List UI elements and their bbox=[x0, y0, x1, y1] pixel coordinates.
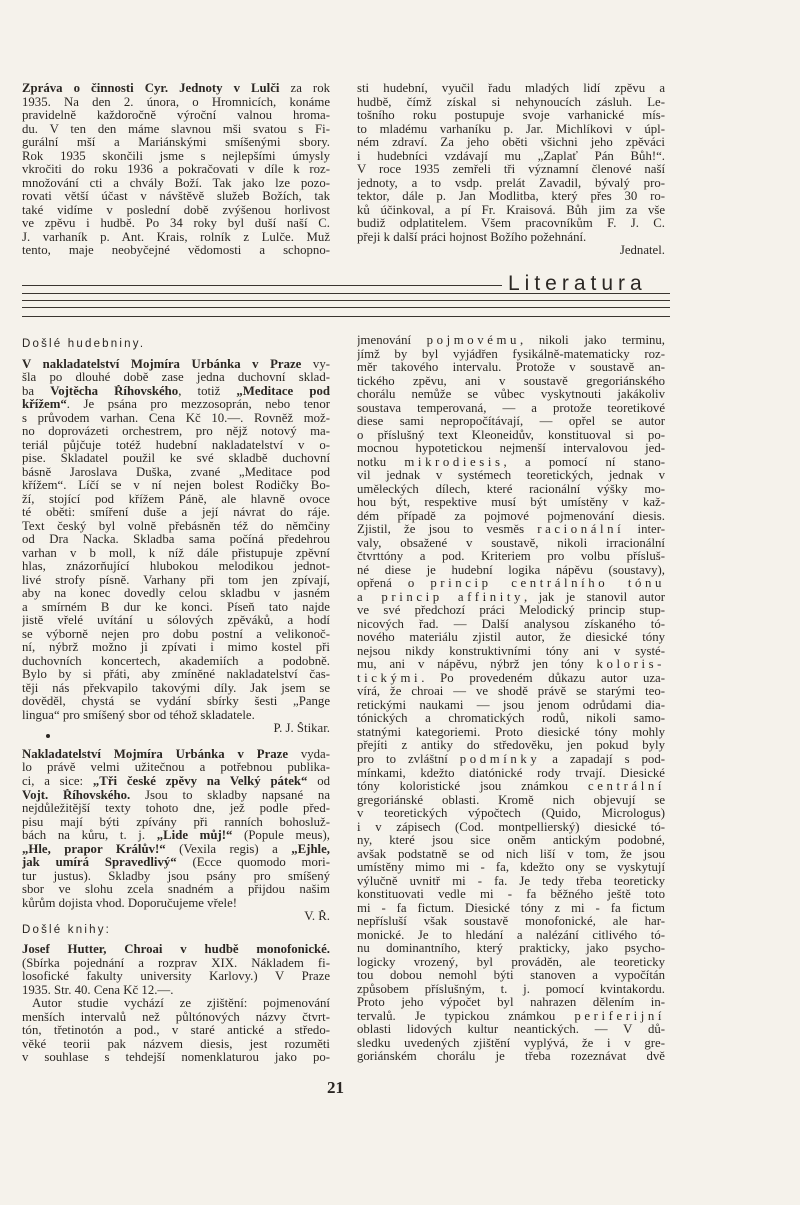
text-line: s průvodem varhan. Cena Kč 10.—. Rovněž mož- bbox=[22, 411, 330, 425]
text-segment: , totiž bbox=[178, 384, 237, 398]
text-line bbox=[22, 943, 330, 957]
bold-text: V nakladatelství Mojmíra Urbánka v Praze bbox=[22, 357, 302, 371]
spaced-emphasis: mikrodiesis bbox=[404, 455, 504, 469]
text-line: lingua“ pro smíšený sbor od téhož skladatele. bbox=[22, 708, 255, 722]
bold-text: Vojt. Říhovského. bbox=[22, 788, 131, 802]
bold-text: „Ejhle, bbox=[291, 842, 330, 856]
text-line: jímž by byl vyjádřen fysikálně-matematicky roz- bbox=[357, 347, 665, 361]
text-segment: , a pomocí ní stano- bbox=[503, 455, 665, 469]
spaced-emphasis: tickými bbox=[357, 671, 422, 685]
spaced-emphasis: periferijní bbox=[574, 1009, 665, 1023]
text-segment: bách na kůru, t. j. bbox=[22, 829, 157, 843]
text-segment: Jsou to skladby napsané na bbox=[130, 788, 330, 802]
text-segment: (Vexila regis) a bbox=[165, 842, 292, 856]
text-line: diese sami nepropočítávají, — opřel se autor bbox=[357, 415, 665, 429]
text-line: sledku uvedených zjištění vyplývá, že i v gre- bbox=[357, 1036, 665, 1050]
text-line: nu dominantního, který prakticky, jako psycho- bbox=[357, 942, 665, 956]
text-line: to mladému varhaníku p. Jar. Michlíkovi v úpl- bbox=[357, 122, 665, 136]
spaced-emphasis: racionální bbox=[537, 523, 625, 537]
text-line: ve zpěvu i hudbě. Po 34 roky byl duší naší C. bbox=[22, 217, 330, 231]
text-line: i hudebníci vzdávají mu „Zaplať Pán Bůh!“. bbox=[357, 149, 665, 163]
text-line bbox=[22, 82, 330, 96]
text-line: umístěny mimo mi - fa, kdežto ony se vyskytují bbox=[357, 861, 665, 875]
divider-rule bbox=[22, 316, 670, 317]
bold-text: „Hle, prapor Králův!“ bbox=[22, 842, 166, 856]
page-number: 21 bbox=[327, 1078, 344, 1097]
text-line: V roce 1935 zemřeli tři významní členové naší bbox=[357, 163, 665, 177]
text-line: statnými kategoriemi. Proto diesické tóny mohly bbox=[357, 725, 665, 739]
text-line: uměleckých dílech, které racionální výšky mo- bbox=[357, 482, 665, 496]
bold-text: „Lide můj!“ bbox=[156, 829, 233, 843]
text-line: těji nás překvapilo takovými díly. Jak jsem se bbox=[22, 681, 330, 695]
text-line bbox=[22, 789, 330, 803]
text-line: ném zdraví. Za jeho oběti všichni jeho zpěváci bbox=[357, 136, 665, 150]
text-line: né diese je hudební logika nápěvu (soustavy), bbox=[357, 563, 665, 577]
text-line: no doprovázeti orchestrem, pro nějž notový ma- bbox=[22, 425, 330, 439]
ornament-dot bbox=[46, 734, 50, 738]
text-line: tónických a chromatických rodů, nikoli samo- bbox=[357, 712, 665, 726]
text-line: J. varhaník p. Ant. Krais, rolník z Lulče. Muž bbox=[22, 230, 330, 244]
text-line bbox=[22, 775, 330, 789]
text-segment: . Je psána pro mezzosoprán, nebo tenor bbox=[66, 398, 330, 412]
text-line: šla po dlouhé době zase jedna duchovní sklad- bbox=[22, 371, 330, 385]
text-segment: od bbox=[307, 774, 330, 788]
text-line: se výborně nejen pro dobu postní a velikonoč- bbox=[22, 627, 330, 641]
bold-text: „Tři české zpěvy na Velký pátek“ bbox=[92, 774, 308, 788]
text-line: Bylo by si přáti, aby zmíněné nakladatelství čas- bbox=[22, 668, 330, 682]
text-line: ků účinkoval, a pí Fr. Kraisová. Bůh jim za vše bbox=[357, 203, 665, 217]
text-line bbox=[357, 672, 665, 686]
text-line: od Dra Nacka. Skladba sama počíná předehrou bbox=[22, 533, 330, 547]
text-line: v teoretických výpočtech (Quido, Micrologus) bbox=[357, 807, 665, 821]
text-line: tektor, dále p. Jan Modlitba, který přes 30 ro- bbox=[357, 190, 665, 204]
text-line: 1935. Str. 40. Cena Kč 12.—. bbox=[22, 983, 174, 997]
text-line: přeji k další práci hojnost Božího požehnání. bbox=[357, 230, 587, 244]
text-line: pisu mají býti zpívány při ranních bohosluž- bbox=[22, 815, 330, 829]
text-line: v souhlase s tehdejší nomenklaturou jako po- bbox=[22, 1051, 330, 1065]
text-line: 1935. Na den 2. února, o Hromnicích, konáme bbox=[22, 95, 330, 109]
author-signature: P. J. Štikar. bbox=[273, 722, 330, 736]
text-line bbox=[357, 1010, 665, 1024]
text-segment: tervalů. Je typickou známkou bbox=[357, 1009, 575, 1023]
bold-text: Vojtěcha Říhovského bbox=[50, 384, 179, 398]
text-line: aby na konec dovedly celou skladbu v jasném bbox=[22, 587, 330, 601]
spaced-emphasis: podmínky bbox=[459, 752, 541, 766]
text-line bbox=[357, 780, 665, 794]
text-line bbox=[22, 748, 330, 762]
text-line: logicky vrozený, byl prováděn, ale teoreticky bbox=[357, 955, 665, 969]
text-segment: tóny koloristické jsou známkou bbox=[357, 780, 588, 794]
text-line: nového materiálu zjistil autor, že diesické tóny bbox=[357, 631, 665, 645]
author-signature: V. Ř. bbox=[304, 910, 330, 924]
text-line: měr takového intervalu. Protože v soustavě an- bbox=[357, 361, 665, 375]
text-line: také vidíme v poslední době zvýšenou horlivost bbox=[22, 203, 330, 217]
spaced-emphasis: centrální bbox=[587, 780, 665, 794]
literature-column-right bbox=[357, 334, 665, 1064]
text-line bbox=[22, 843, 330, 857]
text-line: čtvrttóny a pod. Kriteriem pro volbu přísluš- bbox=[357, 550, 665, 564]
text-line: hudbě, čímž získal si nehynoucích zásluh. Le- bbox=[357, 95, 665, 109]
text-segment: . Po provedeném důkazu autor uza- bbox=[421, 671, 665, 685]
text-line bbox=[357, 591, 665, 605]
text-line: oblasti lidových kultur neantických. — V dů- bbox=[357, 1023, 665, 1037]
text-line bbox=[22, 829, 330, 843]
spaced-emphasis: koloris- bbox=[596, 658, 665, 672]
text-line bbox=[357, 334, 665, 348]
text-segment: vyda- bbox=[288, 747, 330, 761]
text-line: du. V ten den máme slavnou mši svatou s Fi- bbox=[22, 122, 330, 136]
text-line: vírá, že chroai — ve shodě právě se starými teo- bbox=[357, 685, 665, 699]
text-line: ve své předchozí práci Melodický princip stup- bbox=[357, 604, 665, 618]
text-line: věké teorii pak názvem diesis, jest rozuměti bbox=[22, 1037, 330, 1051]
text-line: budiž odplatitelem. Všem pracovníkům F. J. C. bbox=[357, 217, 665, 231]
text-line: pise. Skladatel použil ke své skladbě duchovní bbox=[22, 452, 330, 466]
subsection-heading: Došlé knihy: bbox=[22, 923, 112, 936]
text-line: nejsou nikdy konstruktivními tóny ani v systé- bbox=[357, 644, 665, 658]
text-line: konstituovati vedle mi - fa běžného ještě toto bbox=[357, 888, 665, 902]
text-line: duchovních koncertech, akademiích a podobně. bbox=[22, 654, 330, 668]
text-segment: (Popule meus), bbox=[232, 829, 330, 843]
text-segment: notku bbox=[357, 455, 405, 469]
text-line: valy, obsažené v soustavě, nikoli irracionální bbox=[357, 536, 665, 550]
bold-text: Zpráva o činnosti Cyr. Jednoty v Lulči bbox=[22, 82, 280, 95]
text-line: lo právě velmi užitečnou a potřebnou publika- bbox=[22, 761, 330, 775]
bold-text: jak umírá Spravedlivý“ bbox=[22, 856, 177, 870]
text-segment: vy- bbox=[301, 357, 330, 371]
report-column-left bbox=[22, 82, 330, 258]
text-line: té oběti: smíření duše a její návrat do ráje. bbox=[22, 506, 330, 520]
text-segment: za rok bbox=[279, 82, 330, 95]
text-line: livé strofy písně. Varhany při tom jen zpívají, bbox=[22, 573, 330, 587]
divider-rule bbox=[22, 300, 670, 301]
text-segment: a zapadají s pod- bbox=[540, 752, 665, 766]
text-segment: pro to zvláštní bbox=[357, 752, 460, 766]
text-line bbox=[357, 523, 665, 537]
literature-column-left bbox=[22, 338, 330, 1065]
text-segment: Zjistil, že jsou to vesměs bbox=[357, 523, 538, 537]
text-line: tou dobou nemohl býti stanoven a vypočítán bbox=[357, 969, 665, 983]
text-line: teriál půjčuje totéž hudební nakladatelství v o- bbox=[22, 438, 330, 452]
text-segment: (Ecce quomodo mori- bbox=[176, 856, 330, 870]
text-line bbox=[357, 753, 665, 767]
text-line: goriánském chorálu je třeba rozeznávat dvě bbox=[357, 1050, 665, 1064]
text-line: jistě vřelé uvítání u sólových zpěváků, a hodí bbox=[22, 614, 330, 628]
text-line: Proto jeho výpočet byl nahrazen dělením in- bbox=[357, 996, 665, 1010]
text-line: tón, třetinotón a pod., v staré antické a středo- bbox=[22, 1024, 330, 1038]
text-segment: ci, a sice: bbox=[22, 774, 93, 788]
text-line: způsobem příslušným, t. j. pomocí kvintakordu. bbox=[357, 982, 665, 996]
spaced-emphasis: pojmovému bbox=[426, 334, 521, 347]
text-line: i v zápisech (Cod. montpellierský) diesické tó- bbox=[357, 820, 665, 834]
text-line: Autor studie vychází ze zjištění: pojmenování bbox=[32, 997, 330, 1011]
text-line: jednoty, a to vsdp. prelát Zavadil, bývalý pro- bbox=[357, 176, 665, 190]
text-line bbox=[22, 856, 330, 870]
text-line: o příslušný text Kleoneidův, konstituoval si po- bbox=[357, 428, 665, 442]
text-line: varhan v b moll, k níž dále přistupuje zpěvní bbox=[22, 546, 330, 560]
text-segment: , jak je stanovil autor bbox=[523, 590, 665, 604]
text-line: sbor ve slohu zcela snadném a přijdou našim bbox=[22, 883, 330, 897]
text-line: hou být, respektive musí být umístěny v kaž- bbox=[357, 496, 665, 510]
report-column-right bbox=[357, 82, 665, 258]
text-line bbox=[22, 358, 330, 372]
bold-text: Nakladatelství Mojmíra Urbánka v Praze bbox=[22, 747, 289, 761]
text-line: křížem“. Líčí se v ní nejen bolest Rodičky Bo- bbox=[22, 479, 330, 493]
text-line: retickými naukami — jsou jenom odrůdami dia- bbox=[357, 698, 665, 712]
text-line: soustava temperovaná, — a protože teoretikové bbox=[357, 401, 665, 415]
spaced-emphasis: a princip affinity bbox=[357, 590, 524, 604]
text-line: a smírném B dur ke konci. Píseň tato najde bbox=[22, 600, 330, 614]
text-segment: , nikoli jako terminu, bbox=[520, 334, 665, 347]
text-line: dém případě za pojmové pojmenování diesis. bbox=[357, 509, 665, 523]
text-line: vkročiti do roku 1936 a pokračovati v díle k roz- bbox=[22, 163, 330, 177]
bold-text: křížem“ bbox=[22, 398, 67, 412]
text-line: avšak podstatně se od nich liší v tom, že jsou bbox=[357, 847, 665, 861]
bold-text: Josef Hutter, Chroai v hudbě monofonické. bbox=[22, 943, 330, 957]
section-title: Literatura bbox=[508, 272, 647, 295]
text-line: vil jednak v systémech teoretických, jednak v bbox=[357, 469, 665, 483]
text-segment: inter- bbox=[624, 523, 665, 537]
text-line: ží, stojící pod křížem Páně, ale hlavně ovoce bbox=[22, 492, 330, 506]
text-line: nicových řad. — Další analysou získaného tó- bbox=[357, 617, 665, 631]
text-segment: mu, ani v nápěvu, nýbrž jen tóny bbox=[357, 658, 597, 672]
text-line bbox=[357, 577, 665, 591]
author-signature: Jednatel. bbox=[619, 244, 665, 258]
text-line: tento, maje neobyčejné vědomosti a schopno- bbox=[22, 244, 330, 258]
text-line bbox=[357, 658, 665, 672]
text-line bbox=[22, 385, 330, 399]
bold-text: „Meditace pod bbox=[236, 384, 330, 398]
text-line: kůrům dojista vhod. Doporučujeme vřele! bbox=[22, 896, 238, 910]
text-line: přejíti z antiky do středověku, jen pokud byly bbox=[357, 739, 665, 753]
text-line: dověděl, chystá se vydání sbírky šesti „Pange bbox=[22, 695, 330, 709]
text-line: menších intervalů než půltónových názvy čtvrt- bbox=[22, 1010, 330, 1024]
text-line: rovati větší účast v návštěvě služeb Božích, tak bbox=[22, 190, 330, 204]
text-line: nejdůležitější texty tohoto dne, jež podle před- bbox=[22, 802, 330, 816]
text-line: tošního roku postupuje svoje varhanické mís- bbox=[357, 109, 665, 123]
text-line: (Sbírka pojednání a rozprav XIX. Nákladem fi- bbox=[22, 956, 330, 970]
text-segment: opřená o bbox=[357, 577, 431, 591]
text-line: losofické fakulty university Karlovy.) V Praze bbox=[22, 970, 330, 984]
text-line: chorálu nemůže se vůbec vyskytnouti jakákoliv bbox=[357, 388, 665, 402]
text-line: mocnou hypotetickou nejmenší intervalovou jed- bbox=[357, 442, 665, 456]
text-line: gurální mší a Mariánskými smíšenými sbory. bbox=[22, 136, 330, 150]
text-line: básně Jaroslava Duška, zvané „Meditace pod bbox=[22, 465, 330, 479]
spaced-emphasis: princip centrálního tónu bbox=[430, 577, 665, 591]
text-line: pravidelně každoročně výroční valnou hroma- bbox=[22, 109, 330, 123]
text-segment: ba bbox=[22, 384, 51, 398]
text-line: monické. Je to hledání a nalézání citlivého tó- bbox=[357, 928, 665, 942]
text-line: ní, nýbrž možno ji zpívati i mimo kostel při bbox=[22, 641, 330, 655]
text-line: množování cti a chvály Boží. Tak jako lze pozo- bbox=[22, 176, 330, 190]
text-line: mínkami, kdežto diatónické rody trvají. Diesické bbox=[357, 766, 665, 780]
divider-rule bbox=[22, 285, 502, 286]
text-line: tického zpěvu, ani v soustavě gregoriánského bbox=[357, 374, 665, 388]
text-line: ny, které jsou sice oněm antickým podobné, bbox=[357, 834, 665, 848]
text-line bbox=[357, 456, 665, 470]
text-line: hlas, znázorňující hlubokou melodikou jednot- bbox=[22, 560, 330, 574]
text-line: výlučně uvnitř mi - fa. Je tedy třeba teoreticky bbox=[357, 874, 665, 888]
text-line: gregoriánské oblasti. Kromě nich objevují se bbox=[357, 793, 665, 807]
text-line: sti hudební, vyučil řadu mladých lidí zpěvu a bbox=[357, 82, 665, 95]
text-line: Rok 1935 skončili jsme s nejlepšími úmysly bbox=[22, 149, 330, 163]
text-line: tur justus). Skladby jsou psány pro smíšený bbox=[22, 869, 330, 883]
subsection-heading: Došlé hudebniny. bbox=[22, 338, 146, 350]
text-line: nepřísluší však soustavě monofonické, ale har- bbox=[357, 915, 665, 929]
divider-rule bbox=[22, 307, 670, 308]
text-line: mi - fa fictum. Diesické tóny z mi - fa fictum bbox=[357, 901, 665, 915]
text-line: Text český byl volně přebásněn též do němčiny bbox=[22, 519, 330, 533]
text-line bbox=[22, 398, 330, 412]
text-segment: jmenování bbox=[357, 334, 427, 347]
